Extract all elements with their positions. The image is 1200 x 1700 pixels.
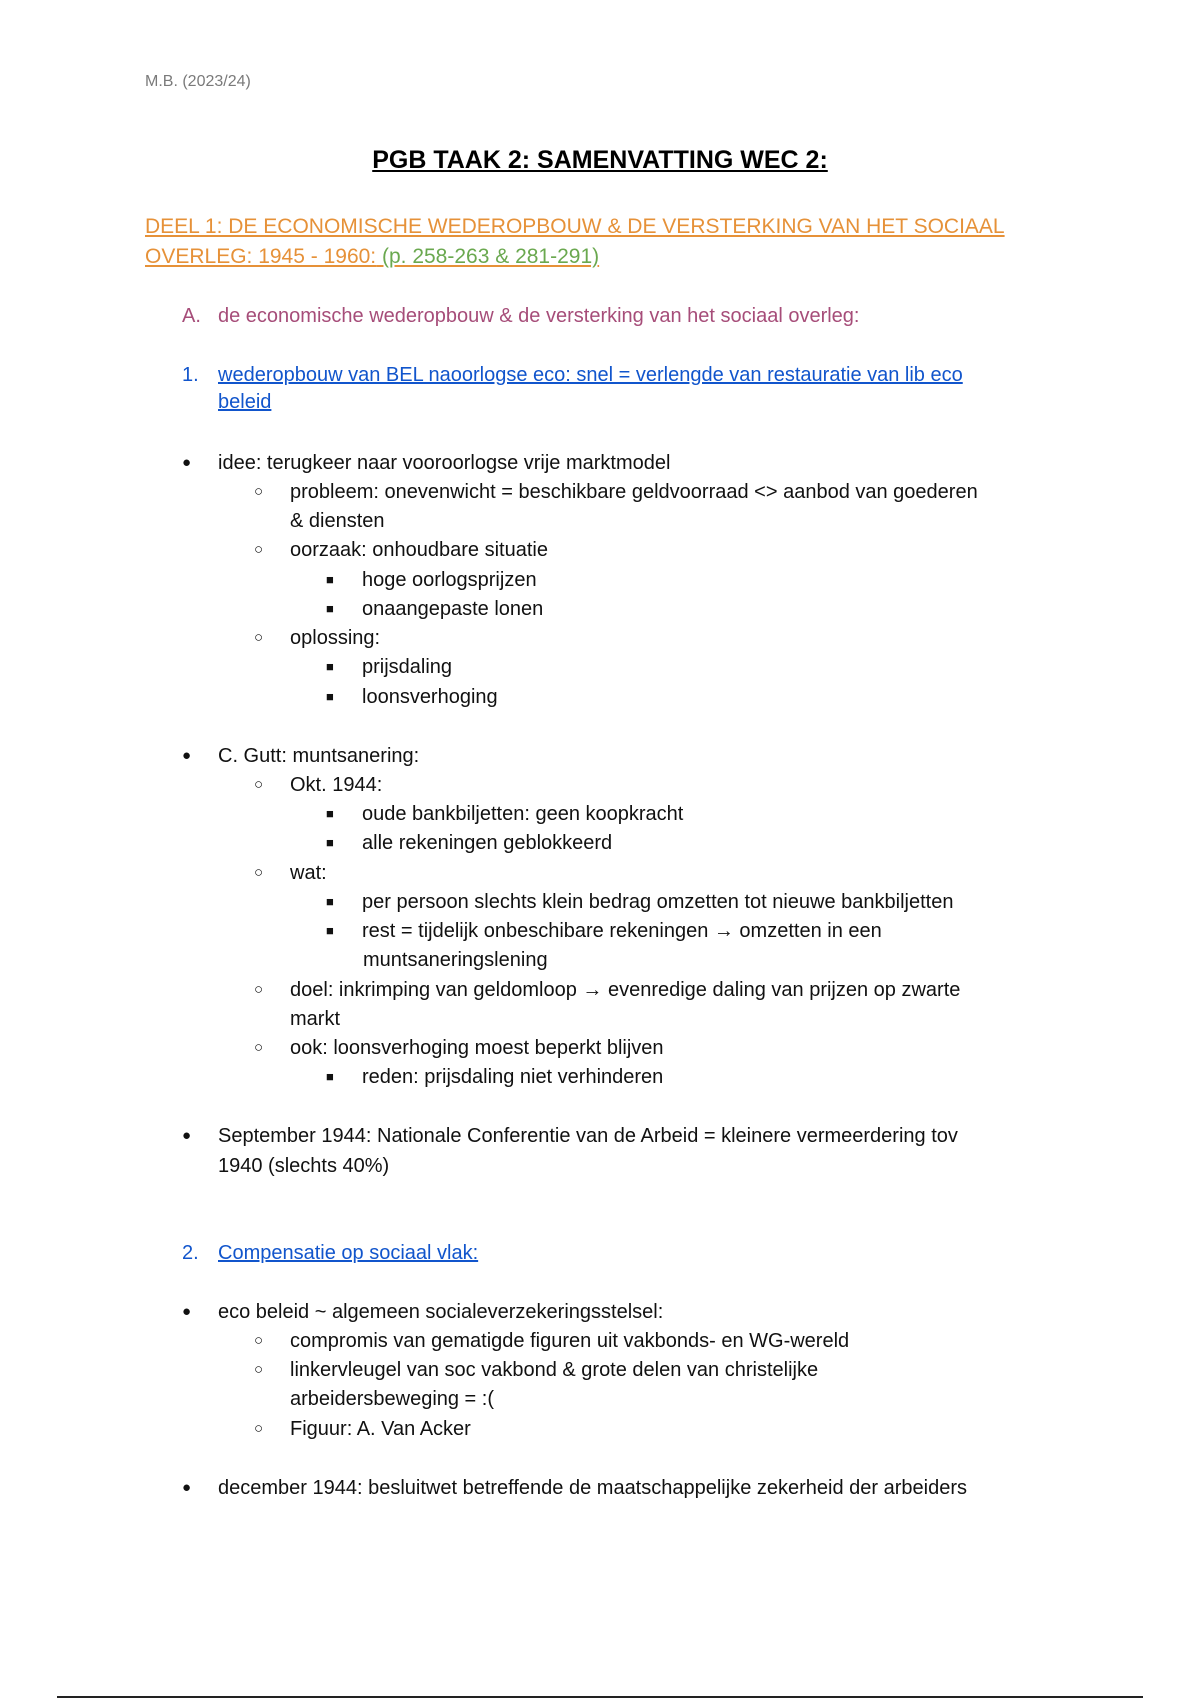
bullet-text: Okt. 1944: (290, 774, 383, 796)
bullet-text: reden: prijsdaling niet verhinderen (362, 1066, 664, 1088)
bullet-marker (182, 1125, 218, 1148)
circle-bullet-marker (254, 1418, 290, 1441)
circle-bullet-marker (254, 774, 290, 797)
sub-bullet-oplossing (254, 627, 380, 650)
sub-sub-bullet (326, 598, 543, 621)
bullet-text: probleem: onevenwicht = beschikbare geldvoorraad <> aanbod van goederen (290, 481, 978, 503)
square-bullet-marker (326, 686, 362, 709)
part-heading-period: OVERLEG: 1945 - 1960: (145, 245, 377, 268)
subsection-1-marker: 1. (182, 364, 199, 386)
square-bullet-marker (326, 598, 362, 621)
sub-sub-bullet-cont: muntsaneringslening (363, 949, 548, 971)
sub-bullet-ook (254, 1037, 664, 1060)
part-heading-line-1: DEEL 1: DE ECONOMISCHE WEDEROPBOUW & DE VERSTERKING VAN HET SOCIAAL (145, 215, 1005, 238)
bullet-september (182, 1125, 958, 1148)
section-a-marker: A. (182, 305, 201, 327)
bullet-september-cont: 1940 (slechts 40%) (218, 1155, 390, 1177)
bullet-marker (182, 1477, 218, 1500)
sub-sub-bullet (326, 832, 612, 855)
circle-bullet-marker (254, 539, 290, 562)
sub-sub-bullet (326, 920, 882, 943)
sub-sub-bullet (326, 803, 683, 826)
bullet-text: wat: (290, 862, 327, 884)
bullet-text: alle rekeningen geblokkeerd (362, 832, 613, 854)
bullet-text: doel: inkrimping van geldomloop → evenredige daling van prijzen op zwarte (290, 979, 961, 1001)
sub-bullet-compromis (254, 1330, 849, 1353)
sub-bullet-oorzaak (254, 539, 548, 562)
section-a-text: de economische wederopbouw & de versterking van het sociaal overleg: (218, 305, 860, 327)
square-bullet-marker (326, 656, 362, 679)
bullet-text: oorzaak: onhoudbare situatie (290, 539, 548, 561)
page-title: PGB TAAK 2: SAMENVATTING WEC 2: (372, 146, 828, 174)
bullet-text: linkervleugel van soc vakbond & grote delen van christelijke (290, 1359, 819, 1381)
sub-bullet-linkervleugel-cont: arbeidersbeweging = :( (290, 1388, 495, 1410)
bullet-text: oplossing: (290, 627, 381, 649)
sub-bullet-doel (254, 979, 960, 1002)
bullet-eco-beleid (182, 1301, 663, 1324)
subsection-1-text: wederopbouw van BEL naoorlogse eco: snel = verlengde van restauratie van lib eco (218, 364, 963, 386)
square-bullet-marker (326, 920, 362, 943)
bullet-text: oude bankbiljetten: geen koopkracht (362, 803, 684, 825)
sub-bullet-wat (254, 862, 327, 885)
sub-sub-bullet (326, 569, 537, 592)
bullet-text: onaangepaste lonen (362, 598, 544, 620)
bullet-text: C. Gutt: muntsanering: (218, 745, 420, 767)
sub-bullet-figuur (254, 1418, 471, 1441)
sub-sub-bullet (326, 1066, 663, 1089)
part-heading-line-2 (145, 245, 599, 269)
sub-sub-bullet (326, 686, 498, 709)
bullet-text: September 1944: Nationale Conferentie van de Arbeid = kleinere vermeerdering tov (218, 1125, 958, 1147)
circle-bullet-marker (254, 979, 290, 1002)
circle-bullet-marker (254, 481, 290, 504)
sub-sub-bullet (326, 656, 452, 679)
square-bullet-marker (326, 832, 362, 855)
sub-sub-bullet (326, 891, 953, 914)
bullet-idee (182, 452, 670, 475)
sub-bullet-linkervleugel (254, 1359, 818, 1382)
sub-bullet-probleem (254, 481, 978, 504)
bullet-text: loonsverhoging (362, 686, 498, 708)
bullet-text: compromis van gematigde figuren uit vakbonds- en WG-wereld (290, 1330, 850, 1352)
subsection-1-text-cont: beleid (218, 391, 272, 413)
sub-bullet-probleem-cont: & diensten (290, 510, 385, 532)
bullet-text: rest = tijdelijk onbeschibare rekeningen → omzetten in een (362, 920, 882, 942)
bullet-text: Figuur: A. Van Acker (290, 1418, 471, 1440)
bullet-gutt (182, 745, 419, 768)
page-bottom-rule (57, 1696, 1143, 1698)
circle-bullet-marker (254, 862, 290, 885)
page-reference: (p. 258-263 & 281-291) (381, 245, 600, 268)
square-bullet-marker (326, 1066, 362, 1089)
square-bullet-marker (326, 891, 362, 914)
bullet-marker (182, 745, 218, 768)
subsection-1-heading (182, 364, 963, 387)
document-header: M.B. (2023/24) (145, 73, 251, 90)
subsection-2-text: Compensatie op sociaal vlak: (218, 1242, 479, 1264)
circle-bullet-marker (254, 627, 290, 650)
circle-bullet-marker (254, 1330, 290, 1353)
subsection-2-heading (182, 1242, 478, 1265)
square-bullet-marker (326, 803, 362, 826)
bullet-text: hoge oorlogsprijzen (362, 569, 537, 591)
sub-bullet-okt (254, 774, 382, 797)
circle-bullet-marker (254, 1359, 290, 1382)
section-a-heading (182, 305, 859, 328)
bullet-text: eco beleid ~ algemeen socialeverzekeringsstelsel: (218, 1301, 664, 1323)
bullet-marker (182, 452, 218, 475)
bullet-text: idee: terugkeer naar vooroorlogse vrije marktmodel (218, 452, 671, 474)
bullet-december (182, 1477, 967, 1500)
circle-bullet-marker (254, 1037, 290, 1060)
subsection-2-marker: 2. (182, 1242, 199, 1264)
bullet-text: per persoon slechts klein bedrag omzetten tot nieuwe bankbiljetten (362, 891, 954, 913)
bullet-marker (182, 1301, 218, 1324)
bullet-text: prijsdaling (362, 656, 453, 678)
square-bullet-marker (326, 569, 362, 592)
bullet-text: december 1944: besluitwet betreffende de maatschappelijke zekerheid der arbeiders (218, 1477, 967, 1499)
bullet-text: ook: loonsverhoging moest beperkt blijven (290, 1037, 664, 1059)
sub-bullet-doel-cont: markt (290, 1008, 340, 1030)
